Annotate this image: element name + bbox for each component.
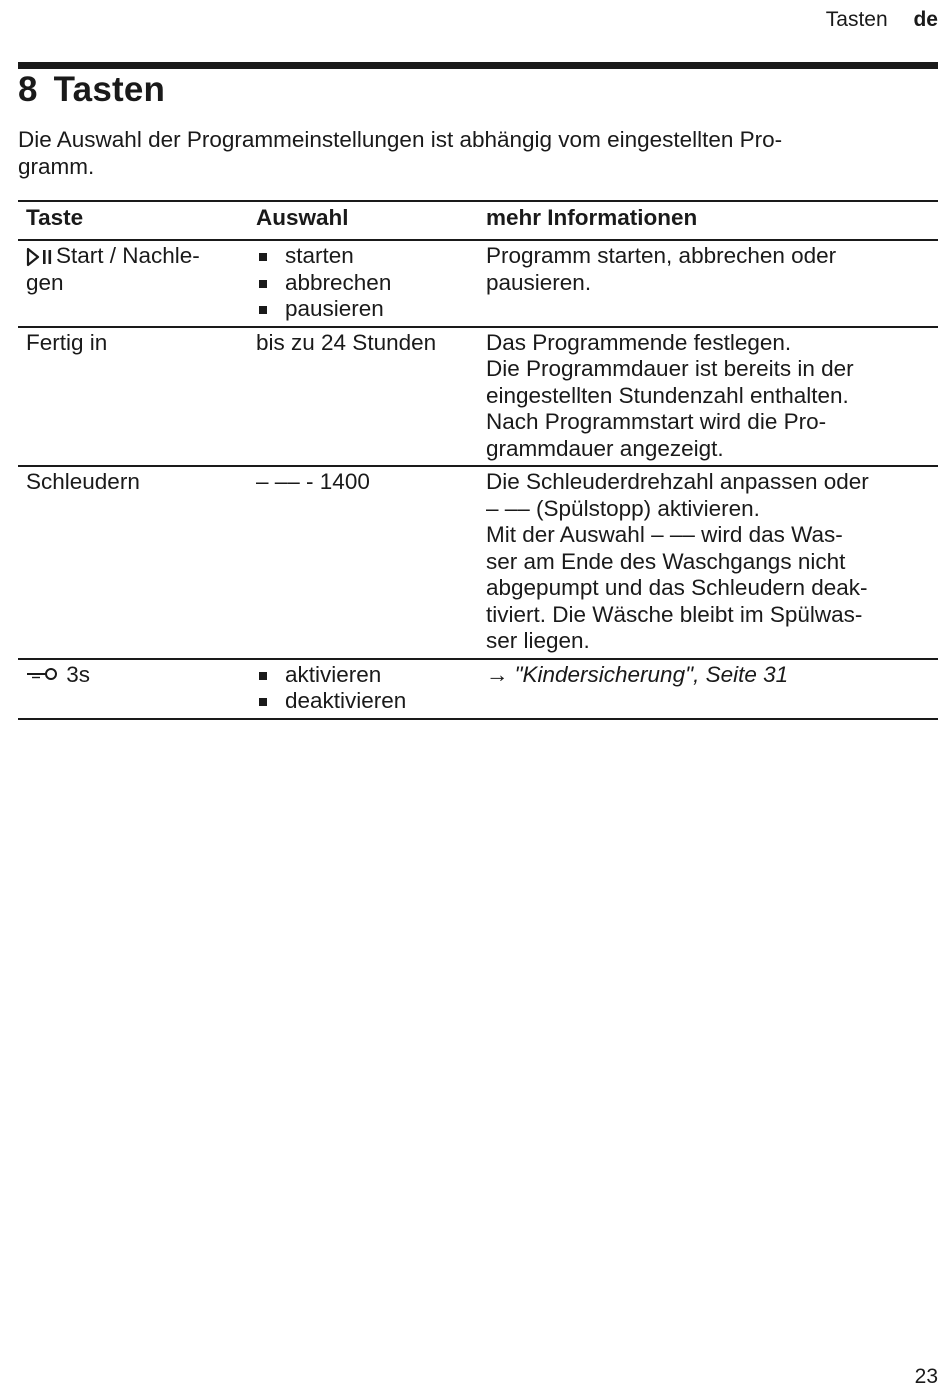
info-cell [486, 327, 938, 467]
info-line: ser liegen. [486, 628, 590, 653]
chapter-number: 8 [18, 70, 38, 109]
list-item [256, 243, 486, 270]
table-row [18, 466, 938, 659]
option-label: abbrechen [285, 269, 392, 295]
info-line: grammdauer angezeigt. [486, 435, 724, 461]
option-label: starten [285, 243, 354, 268]
info-line: Programm starten, abbrechen oder [486, 243, 837, 268]
info-line: ser am Ende des Waschgangs nicht [486, 548, 846, 574]
bullet-icon [259, 698, 267, 706]
intro-line: gramm. [18, 154, 95, 179]
key-line [26, 243, 256, 270]
key-lock-icon [26, 666, 60, 686]
key-cell [18, 240, 256, 327]
info-cell [486, 240, 938, 327]
running-header-language: de [913, 8, 938, 31]
info-line: tiviert. Die Wäsche bleibt im Spülwas- [486, 601, 863, 627]
table-row [18, 327, 938, 467]
info-line: Nach Programmstart wird die Pro- [486, 409, 827, 434]
cross-reference-text: "Kindersicherung", Seite 31 [514, 661, 789, 687]
bullet-icon [259, 672, 267, 680]
option-label: deaktivieren [285, 688, 407, 713]
key-cell [18, 327, 256, 467]
options-cell [256, 659, 486, 719]
list-item [256, 688, 486, 715]
intro-paragraph [18, 126, 918, 180]
key-cell [18, 466, 256, 659]
header-taste: Taste [18, 201, 256, 240]
list-item [256, 270, 486, 297]
info-line: Die Schleuderdrehzahl anpassen oder [486, 469, 869, 494]
selection-value: – –– - 1400 [256, 469, 370, 494]
key-label: 3s [66, 661, 91, 687]
key-label: Start / Nachle- [56, 243, 200, 268]
selection-value: bis zu 24 Stunden [256, 329, 437, 355]
table-header-row [18, 201, 938, 240]
header-rule [18, 62, 938, 69]
options-cell [256, 240, 486, 327]
table-row [18, 240, 938, 327]
page-number: 23 [914, 1365, 938, 1388]
cross-reference-link[interactable] [486, 662, 788, 687]
key-line [26, 662, 256, 689]
info-line: Die Programmdauer ist bereits in der [486, 356, 854, 381]
key-label: Fertig in [26, 329, 108, 355]
info-line: – –– (Spülstopp) aktivieren. [486, 495, 760, 521]
table-row [18, 659, 938, 719]
arrow-right-icon: → [486, 661, 509, 687]
play-pause-icon [26, 247, 56, 267]
list-item [256, 662, 486, 689]
chapter-title: Tasten [53, 70, 166, 109]
bullet-icon [259, 306, 267, 314]
info-cell [486, 466, 938, 659]
intro-line: Die Auswahl der Programmeinstellungen ist abhängig vom eingestellten Pro- [18, 127, 783, 152]
option-label: pausieren [285, 296, 384, 321]
info-line: Mit der Auswahl – –– wird das Was- [486, 522, 843, 547]
selection-cell [256, 327, 486, 467]
info-line: pausieren. [486, 269, 592, 295]
key-label: Schleudern [26, 469, 140, 494]
bullet-icon [259, 280, 267, 288]
header-info: mehr Informationen [486, 201, 938, 240]
header-auswahl: Auswahl [256, 201, 486, 240]
key-cell [18, 659, 256, 719]
running-header-section: Tasten [825, 8, 888, 31]
selection-cell [256, 466, 486, 659]
chapter-heading [18, 70, 165, 110]
list-item [256, 296, 486, 323]
info-line: Das Programmende festlegen. [486, 329, 792, 355]
key-line: gen [26, 269, 64, 295]
info-line: eingestellten Stundenzahl enthalten. [486, 382, 849, 408]
running-header [826, 8, 938, 32]
info-cell [486, 659, 938, 719]
buttons-table [18, 200, 938, 720]
option-label: aktivieren [285, 661, 382, 687]
bullet-icon [259, 253, 267, 261]
info-line: abgepumpt und das Schleudern deak- [486, 575, 868, 600]
